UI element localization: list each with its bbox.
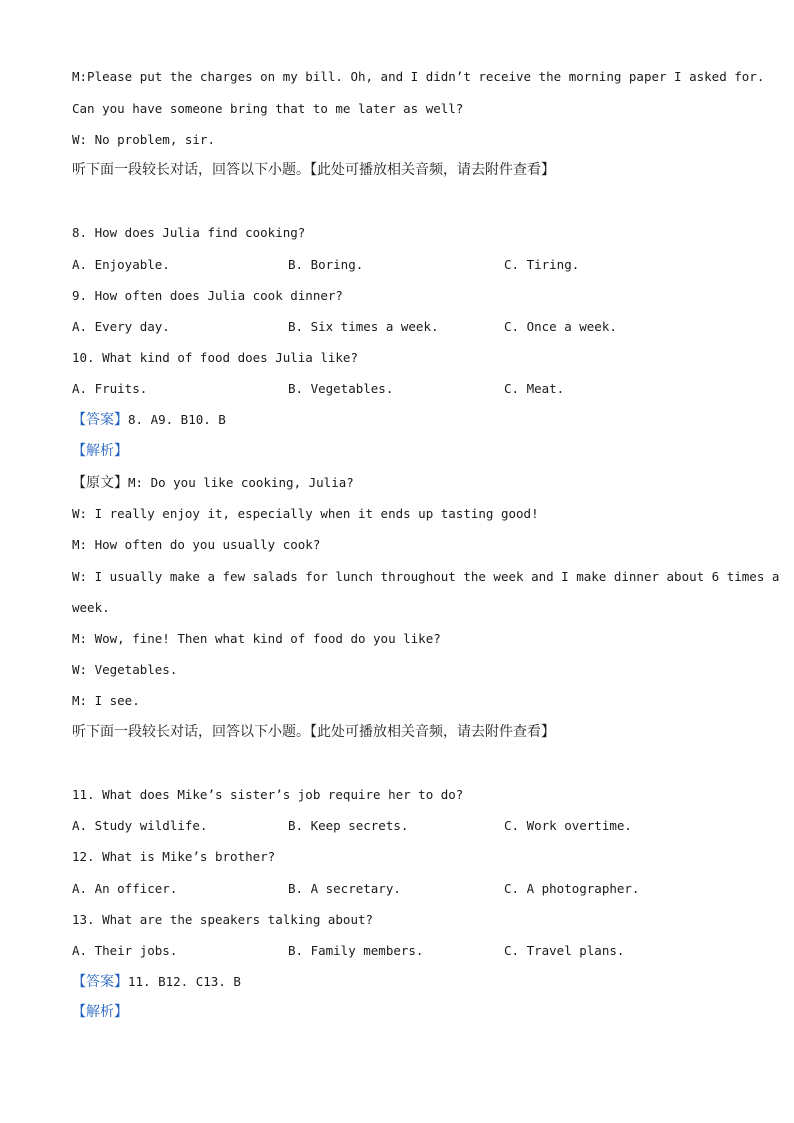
transcript-line: M: How often do you usually cook? <box>72 537 321 552</box>
transcript-line: week. <box>72 600 110 615</box>
option-c: C. Once a week. <box>504 319 617 334</box>
question-8: 8. How does Julia find cooking? <box>72 225 306 240</box>
answer-tag: 【答案】 <box>72 412 128 428</box>
analysis-tag: 【解析】 <box>72 1004 128 1020</box>
transcript-line: W: I really enjoy it, especially when it ends up tasting good! <box>72 506 539 521</box>
option-b: B. A secretary. <box>288 881 401 896</box>
analysis-line <box>72 443 128 459</box>
option-c: C. A photographer. <box>504 881 640 896</box>
option-b: B. Six times a week. <box>288 319 439 334</box>
answer-line <box>72 974 241 990</box>
option-c: C. Meat. <box>504 381 565 396</box>
question-9: 9. How often does Julia cook dinner? <box>72 288 343 303</box>
question-10: 10. What kind of food does Julia like? <box>72 350 358 365</box>
transcript-line: W: Vegetables. <box>72 662 178 677</box>
option-c: C. Tiring. <box>504 257 580 272</box>
option-b: B. Keep secrets. <box>288 818 409 833</box>
dialogue-line: W: No problem, sir. <box>72 132 215 147</box>
option-a: A. Their jobs. <box>72 943 178 958</box>
dialogue-line: Can you have someone bring that to me later as well? <box>72 101 464 116</box>
option-b: B. Vegetables. <box>288 381 394 396</box>
option-a: A. Enjoyable. <box>72 257 170 272</box>
transcript-line: M: I see. <box>72 693 140 708</box>
original-tag: 【原文】 <box>72 475 128 491</box>
option-b: B. Family members. <box>288 943 424 958</box>
transcript-text: M: Do you like cooking, Julia? <box>128 475 354 490</box>
analysis-line <box>72 1004 128 1020</box>
listening-instruction: 听下面一段较长对话，回答以下小题。【此处可播放相关音频，请去附件查看】 <box>72 162 555 178</box>
question-12: 12. What is Mike’s brother? <box>72 849 276 864</box>
listening-instruction: 听下面一段较长对话，回答以下小题。【此处可播放相关音频，请去附件查看】 <box>72 724 555 740</box>
option-a: A. Study wildlife. <box>72 818 208 833</box>
transcript-line: M: Wow, fine! Then what kind of food do you like? <box>72 631 441 646</box>
dialogue-line: M:Please put the charges on my bill. Oh, and I didn’t receive the morning paper I asked for. <box>72 69 765 84</box>
option-c: C. Travel plans. <box>504 943 625 958</box>
question-13: 13. What are the speakers talking about? <box>72 912 374 927</box>
answer-tag: 【答案】 <box>72 974 128 990</box>
answer-text: 11. B12. C13. B <box>128 974 241 989</box>
answer-text: 8. A9. B10. B <box>128 412 226 427</box>
answer-line <box>72 412 226 428</box>
option-c: C. Work overtime. <box>504 818 632 833</box>
transcript-line <box>72 475 354 491</box>
analysis-tag: 【解析】 <box>72 443 128 459</box>
option-a: A. An officer. <box>72 881 178 896</box>
option-a: A. Every day. <box>72 319 170 334</box>
transcript-line: W: I usually make a few salads for lunch throughout the week and I make dinner about 6 times a <box>72 569 780 584</box>
option-b: B. Boring. <box>288 257 364 272</box>
option-a: A. Fruits. <box>72 381 148 396</box>
question-11: 11. What does Mike’s sister’s job require her to do? <box>72 787 464 802</box>
